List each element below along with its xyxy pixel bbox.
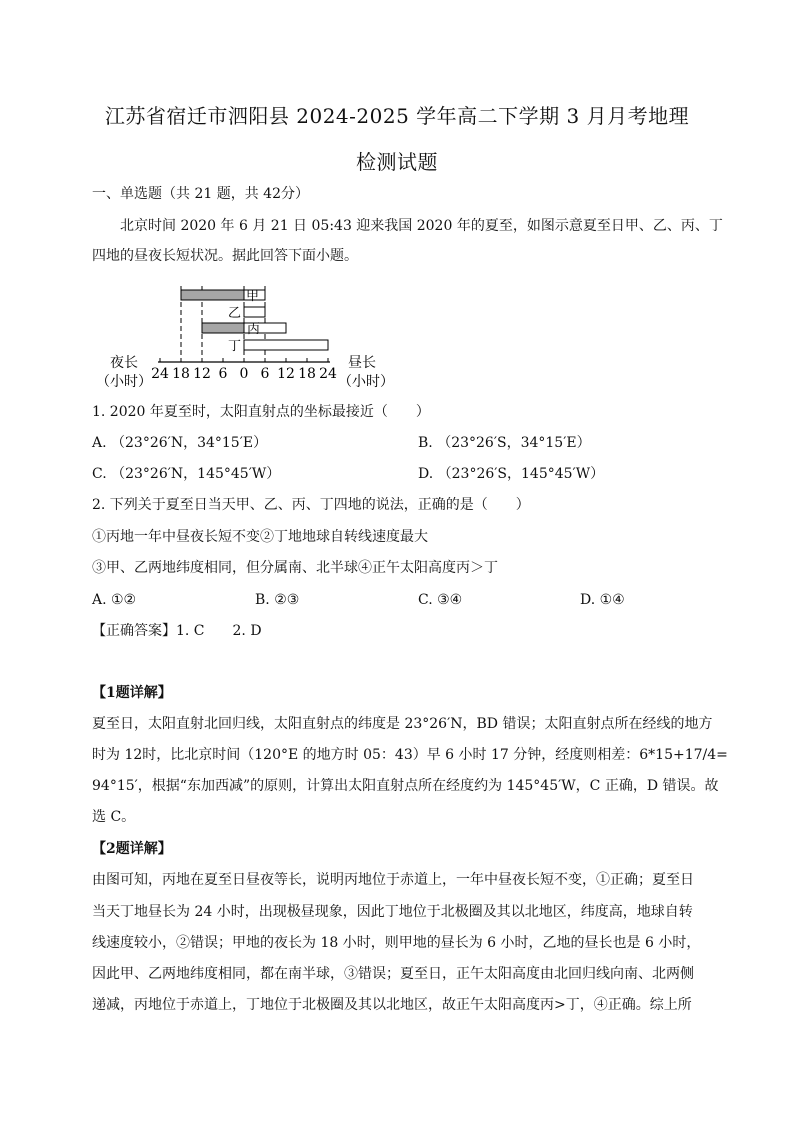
detail-2-line-4: 因此甲、乙两地纬度相同，都在南半球，③错误；夏至日，正午太阳高度由北回归线向南、北两侧	[92, 966, 694, 982]
night-bar-3	[202, 323, 244, 333]
detail-2-line-1: 由图可知，丙地在夏至日昼夜等长，说明丙地位于赤道上，一年中昼夜长短不变，①正确；夏至日	[92, 872, 694, 888]
detail-1-line-2: 时为 12时，比北京时间（120°E 的地方时 05：43）早 6 小时 17 分钟，经度则相差：6*15+17/4=	[92, 747, 728, 763]
place-label-4: 丁	[228, 339, 242, 354]
question-2-statements-2: ③甲、乙两地纬度相同，但分属南、北半球④正午太阳高度丙＞丁	[92, 560, 498, 576]
right-axis-label-2: （小时）	[338, 374, 394, 390]
tick-label-right-6: 6	[260, 366, 270, 382]
day-night-length-figure	[92, 280, 432, 400]
question-2-option-b: B. ②③	[255, 592, 300, 608]
question-2-statements-1: ①丙地一年中昼夜长短不变②丁地地球自转线速度最大	[92, 529, 428, 545]
tick-label-right-18: 18	[298, 366, 316, 382]
tick-label-left-24: 24	[151, 366, 169, 382]
left-axis-label-1: 夜长	[110, 355, 138, 371]
place-label-3: 丙	[247, 322, 261, 337]
question-1-option-c: C. （23°26′N，145°45′W）	[92, 466, 281, 482]
detail-1-line-4: 选 C。	[92, 809, 136, 825]
question-1-option-a: A. （23°26′N，34°15′E）	[92, 435, 268, 451]
intro-line-2: 四地的昼夜长短状况。据此回答下面小题。	[92, 248, 358, 264]
figure-bars	[181, 289, 328, 354]
detail-1-line-1: 夏至日，太阳直射北回归线，太阳直射点的纬度是 23°26′N，BD 错误；太阳直射点所在经线的地方	[92, 716, 713, 732]
intro-line-1: 北京时间 2020 年 6 月 21 日 05:43 迎来我国 2020 年的夏至，如图示意夏至日甲、乙、丙、丁	[120, 218, 723, 234]
figure-axis	[151, 358, 337, 382]
detail-1-line-3: 94°15′，根据“东加西减”的原则，计算出太阳直射点所在经度约为 145°45′W，C 正确，D 错误。故	[92, 778, 719, 794]
document-title-line-1: 江苏省宿迁市泗阳县 2024-2025 学年高二下学期 3 月月考地理	[104, 104, 690, 128]
section-heading: 一、单选题（共 21 题，共 42分）	[92, 186, 309, 202]
question-2-stem: 2. 下列关于夏至日当天甲、乙、丙、丁四地的说法，正确的是（ ）	[92, 497, 530, 513]
place-label-2: 乙	[228, 306, 242, 321]
detail-2-heading: 【2题详解】	[92, 841, 172, 857]
detail-2-line-5: 递减，丙地位于赤道上，丁地位于北极圈及其以北地区，故正午太阳高度丙>丁，④正确。综上所	[92, 997, 692, 1013]
question-2-option-a: A. ①②	[92, 592, 137, 608]
detail-2-line-3: 线速度较小，②错误；甲地的夜长为 18 小时，则甲地的昼长为 6 小时，乙地的昼长也是 6 小时，	[92, 935, 701, 951]
night-bar-1	[181, 290, 244, 300]
tick-label-left-12: 12	[193, 366, 211, 382]
tick-label-left-18: 18	[172, 366, 190, 382]
tick-label-left-0: 0	[239, 366, 249, 382]
day-bar-2	[244, 307, 265, 317]
document-title-line-2: 检测试题	[356, 150, 438, 174]
day-bar-4	[244, 340, 328, 350]
left-axis-label-2: （小时）	[96, 374, 152, 390]
tick-label-right-24: 24	[319, 366, 337, 382]
question-1-option-d: D. （23°26′S，145°45′W）	[418, 466, 605, 482]
detail-1-heading: 【1题详解】	[92, 685, 172, 701]
place-label-1: 甲	[246, 289, 260, 304]
question-2-option-d: D. ①④	[580, 592, 625, 608]
answer-line: 【正确答案】1. C 2. D	[92, 623, 262, 639]
tick-label-right-12: 12	[277, 366, 295, 382]
question-2-option-c: C. ③④	[418, 592, 463, 608]
right-axis-label-1: 昼长	[348, 355, 376, 371]
question-1-stem: 1. 2020 年夏至时，太阳直射点的坐标最接近（ ）	[92, 404, 430, 420]
question-1-option-b: B. （23°26′S，34°15′E）	[418, 435, 591, 451]
tick-label-left-6: 6	[218, 366, 228, 382]
detail-2-line-2: 当天丁地昼长为 24 小时，出现极昼现象，因此丁地位于北极圈及其以北地区，纬度高，地球自转	[92, 904, 693, 920]
